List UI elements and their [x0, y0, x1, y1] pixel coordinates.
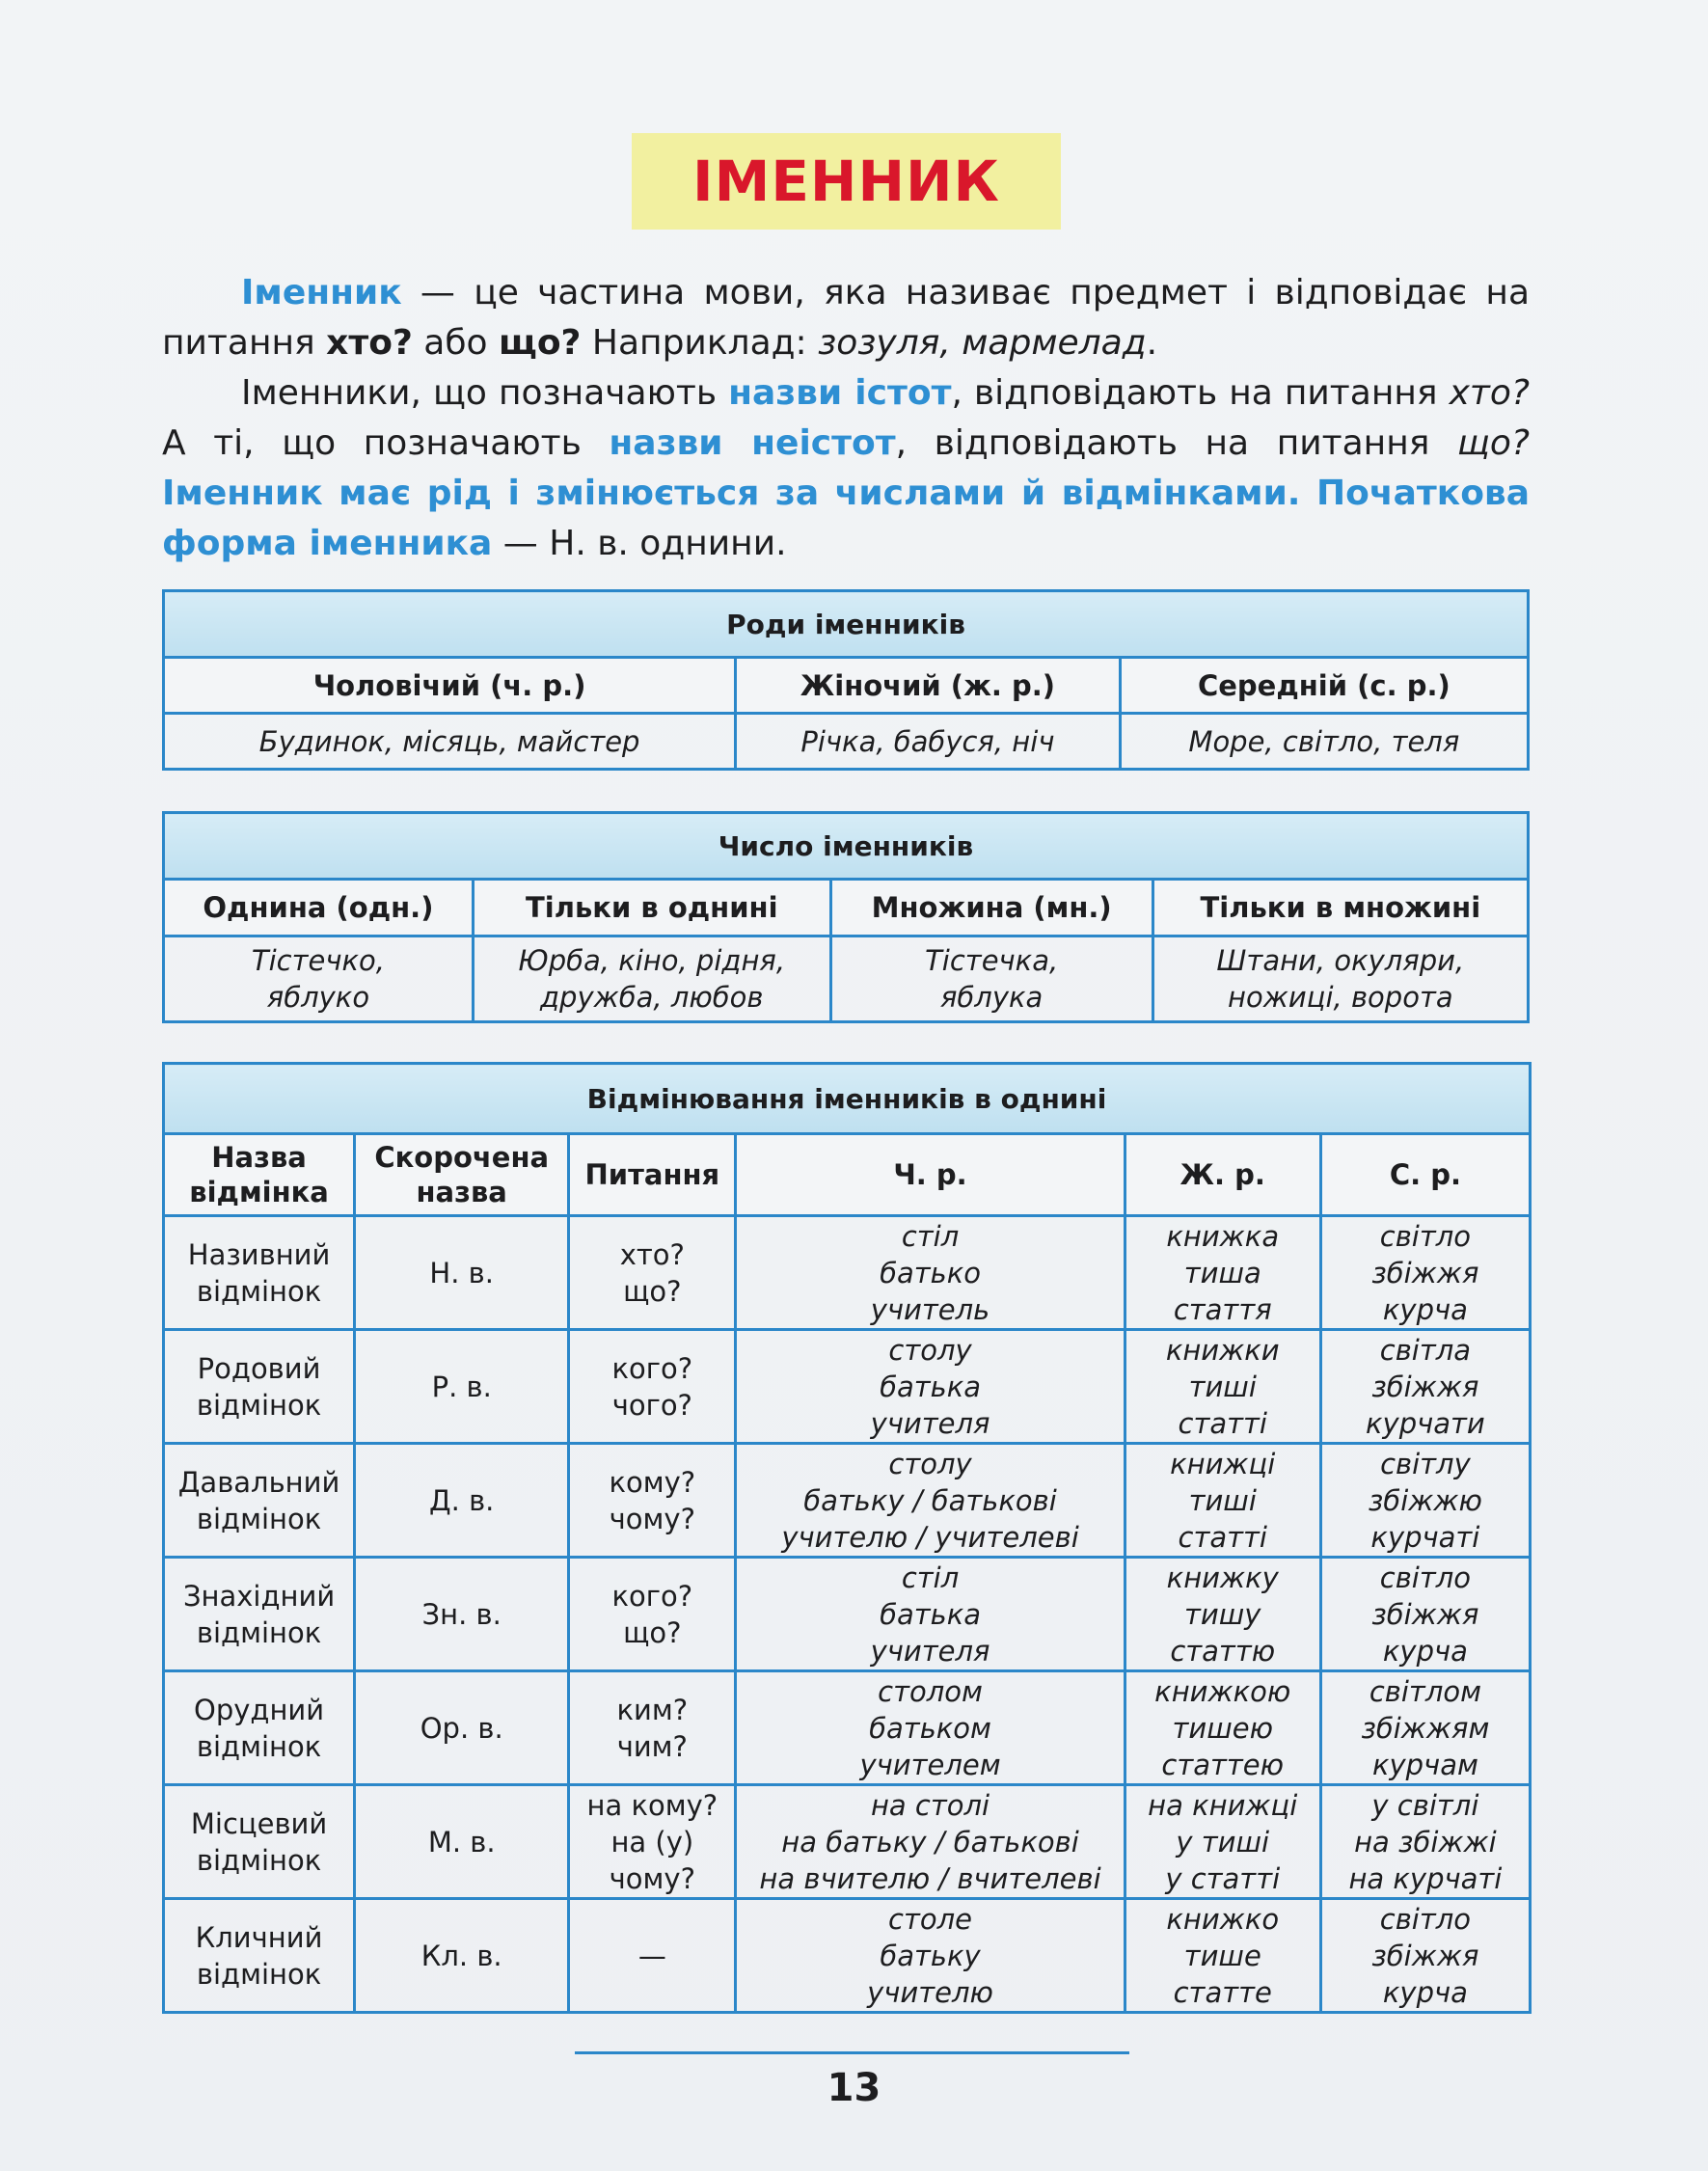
table-cell [736, 1671, 1125, 1785]
highlight-inanimate: назви неістот [609, 423, 896, 463]
cell-line: у статті [1165, 1861, 1281, 1895]
table-cell [736, 1444, 1125, 1558]
cell-line: учителя [870, 1634, 990, 1668]
cell-line: — [637, 1939, 666, 1972]
highlight-rule: Іменник має рід і змінюється за числами й відмінками. Початкова форма іменника [162, 474, 1530, 563]
table-cell [736, 1899, 1125, 2013]
cell-line: статтею [1161, 1748, 1285, 1781]
text: Наприклад: [581, 323, 819, 363]
text: , відповідають на питання [895, 423, 1457, 463]
header-line: Ч. р. [893, 1158, 967, 1191]
table-cell [1125, 1444, 1320, 1558]
cell-line: батьком [869, 1711, 991, 1745]
cell-line: у світлі [1371, 1788, 1479, 1822]
cell-line: стіл [901, 1560, 960, 1594]
cell-line: книжку [1166, 1560, 1279, 1594]
question-what: що? [499, 323, 582, 363]
text: — Н. в. однини. [492, 524, 787, 563]
cell-line: тише [1183, 1939, 1261, 1972]
table-cell: Н. в. [355, 1216, 569, 1330]
cell-line: батьку [880, 1939, 981, 1972]
cell-line: чого? [611, 1388, 692, 1422]
term-noun: Іменник [241, 273, 402, 312]
table-cell [569, 1558, 736, 1671]
table-row [164, 1558, 1531, 1671]
column-header: Однина (одн.) [164, 880, 474, 936]
table-cell [1320, 1216, 1530, 1330]
table-cell [736, 1330, 1125, 1444]
column-header [569, 1134, 736, 1216]
highlight-animate: назви істот [728, 373, 952, 413]
intro-text [162, 268, 1530, 569]
cell-line: відмінок [196, 1274, 322, 1308]
column-header: Жіночий (ж. р.) [736, 658, 1121, 714]
table-cell [1320, 1330, 1530, 1444]
cell-line: батько [880, 1256, 981, 1289]
cell-line: учителем [859, 1748, 1001, 1781]
cell-line: Місцевий [190, 1806, 328, 1840]
table-cell [830, 936, 1152, 1022]
cell-line: відмінок [196, 1729, 322, 1763]
cell-line: збіжжя [1371, 1256, 1479, 1289]
column-header [355, 1134, 569, 1216]
table-cell [569, 1444, 736, 1558]
cell-line: книжка [1166, 1219, 1280, 1253]
cell-line: світло [1379, 1560, 1472, 1594]
question-who: хто? [1449, 373, 1530, 413]
table-cell [569, 1330, 736, 1444]
cell-line: курчати [1366, 1406, 1485, 1440]
text: А ті, що позначають [162, 423, 610, 463]
column-header [1320, 1134, 1530, 1216]
cell-line: у тиші [1176, 1825, 1270, 1859]
table-cell [164, 1558, 355, 1671]
cell-line: на (у) [610, 1825, 694, 1859]
cell-line: тиші [1188, 1483, 1257, 1517]
table-cell [1125, 1558, 1320, 1671]
header-line: назва [416, 1176, 507, 1208]
cell-line: дружба, любов [539, 981, 764, 1014]
cell-line: відмінок [196, 1388, 322, 1422]
table-cell [1125, 1216, 1320, 1330]
cell-line: на батьку / батькові [781, 1825, 1079, 1859]
cell-line: столу [888, 1333, 972, 1367]
intro-paragraph-2 [162, 368, 1530, 569]
cell-line: Родовий [197, 1351, 321, 1385]
footer-rule [575, 2051, 1129, 2054]
cell-line: ким? [616, 1693, 689, 1726]
table-cell: Зн. в. [355, 1558, 569, 1671]
column-header: Середній (с. р.) [1120, 658, 1528, 714]
cell-line: статті [1178, 1520, 1267, 1554]
cell-line: статтю [1170, 1634, 1276, 1668]
genders-table [162, 589, 1530, 771]
cell-line: на збіжжі [1354, 1825, 1497, 1859]
table-caption: Відмінювання іменників в однині [164, 1064, 1531, 1134]
cell-line: відмінок [196, 1615, 322, 1649]
table-cell [736, 1216, 1125, 1330]
table-cell [736, 1558, 1125, 1671]
table-cell [164, 1216, 355, 1330]
table-cell [164, 1671, 355, 1785]
cell-line: відмінок [196, 1843, 322, 1877]
cell-line: що? [623, 1274, 682, 1308]
cell-line: Кличний [195, 1920, 323, 1954]
table-cell [1320, 1671, 1530, 1785]
table-cell [1125, 1785, 1320, 1899]
table-cell: Море, світло, теля [1120, 714, 1528, 770]
cell-line: столом [878, 1674, 983, 1708]
text: . [1146, 323, 1158, 363]
cell-line: тиша [1183, 1256, 1261, 1289]
cell-line: на книжці [1148, 1788, 1298, 1822]
cell-line: світло [1379, 1219, 1472, 1253]
table-cell [1320, 1785, 1530, 1899]
table-row [164, 1671, 1531, 1785]
table-cell [1320, 1444, 1530, 1558]
table-row [164, 1330, 1531, 1444]
table-row [164, 1899, 1531, 2013]
column-header: Тільки в множині [1152, 880, 1528, 936]
table-cell [569, 1785, 736, 1899]
cell-line: столу [888, 1447, 972, 1480]
table-cell [164, 1785, 355, 1899]
cell-line: світла [1379, 1333, 1472, 1367]
cell-line: відмінок [196, 1957, 322, 1991]
column-header: Множина (мн.) [830, 880, 1152, 936]
cell-line: курча [1382, 1292, 1468, 1326]
example: зозуля, мармелад [818, 323, 1147, 363]
cell-line: Юрба, кіно, рідня, [518, 944, 786, 977]
table-cell [569, 1671, 736, 1785]
cell-line: книжки [1165, 1333, 1280, 1367]
table-cell: М. в. [355, 1785, 569, 1899]
table-cell: Будинок, місяць, майстер [164, 714, 736, 770]
cell-line: Знахідний [182, 1579, 336, 1613]
table-cell [736, 1785, 1125, 1899]
cell-line: учителю [867, 1975, 993, 2009]
intro-paragraph-1 [162, 268, 1530, 368]
table-row [164, 1444, 1531, 1558]
header-line: Питання [584, 1158, 720, 1191]
cell-line: кого? [611, 1351, 693, 1385]
table-cell [1320, 1558, 1530, 1671]
cell-line: тиші [1188, 1370, 1257, 1403]
cell-line: столе [888, 1902, 973, 1936]
table-cell: Ор. в. [355, 1671, 569, 1785]
cell-line: книжко [1166, 1902, 1280, 1936]
table-row [164, 1785, 1531, 1899]
text: — це частина мови, яка називає предмет і відповідає на питання [162, 273, 1530, 363]
table-cell [473, 936, 830, 1022]
cell-line: на курчаті [1348, 1861, 1503, 1895]
cell-line: батька [880, 1597, 981, 1631]
cell-line: чим? [616, 1729, 688, 1763]
table-cell [164, 1330, 355, 1444]
column-header: Тільки в однині [473, 880, 830, 936]
cell-line: збіжжя [1371, 1370, 1479, 1403]
cell-line: відмінок [196, 1502, 322, 1535]
header-line: Назва [211, 1141, 307, 1174]
table-cell [164, 936, 474, 1022]
cell-line: кого? [611, 1579, 693, 1613]
cell-line: курча [1382, 1634, 1468, 1668]
text: , відповідають на питання [951, 373, 1450, 413]
cell-line: учителя [870, 1406, 990, 1440]
cell-line: яблуко [266, 981, 370, 1014]
cell-line: книжці [1170, 1447, 1276, 1480]
cell-line: хто? [619, 1237, 685, 1271]
cell-line: кому? [609, 1465, 696, 1499]
header-line: С. р. [1389, 1158, 1461, 1191]
table-cell [1125, 1330, 1320, 1444]
cell-line: збіжжя [1371, 1939, 1479, 1972]
table-cell [164, 1899, 355, 2013]
page-title: ІМЕННИК [692, 149, 1000, 214]
cell-line: Називний [187, 1237, 331, 1271]
cell-line: учителю / учителеві [781, 1520, 1079, 1554]
cell-line: на кому? [586, 1788, 718, 1822]
cell-line: курчаті [1370, 1520, 1480, 1554]
cell-line: яблука [939, 981, 1044, 1014]
cell-line: стіл [901, 1219, 960, 1253]
cell-line: чому? [609, 1502, 695, 1535]
table-cell [1125, 1671, 1320, 1785]
cell-line: світлу [1380, 1447, 1471, 1480]
cell-line: світло [1379, 1902, 1472, 1936]
cell-line: світлом [1369, 1674, 1481, 1708]
cell-line: збіжжю [1368, 1483, 1482, 1517]
table-cell: Д. в. [355, 1444, 569, 1558]
table-cell [569, 1216, 736, 1330]
page-number: 13 [827, 2066, 881, 2110]
numbers-table [162, 811, 1530, 1023]
cell-line: Тістечка, [925, 944, 1059, 977]
cell-line: Орудний [194, 1693, 325, 1726]
cell-line: Давальний [177, 1465, 340, 1499]
table-caption: Роди іменників [164, 591, 1529, 658]
table-cell [569, 1899, 736, 2013]
header-line: Ж. р. [1179, 1158, 1265, 1191]
cell-line: чому? [609, 1861, 695, 1895]
column-header: Чоловічий (ч. р.) [164, 658, 736, 714]
question-what: що? [1456, 423, 1531, 463]
table-cell [1152, 936, 1528, 1022]
title-banner [632, 133, 1061, 230]
cell-line: статті [1178, 1406, 1267, 1440]
cell-line: Штани, окуляри, [1216, 944, 1465, 977]
cell-line: збіжжям [1361, 1711, 1490, 1745]
question-who: хто? [326, 323, 413, 363]
cell-line: збіжжя [1371, 1597, 1479, 1631]
cell-line: батьку / батькові [803, 1483, 1057, 1517]
table-cell: Кл. в. [355, 1899, 569, 2013]
header-line: Скорочена [374, 1141, 550, 1174]
table-row [164, 1216, 1531, 1330]
cell-line: курча [1382, 1975, 1468, 2009]
cell-line: стаття [1173, 1292, 1272, 1326]
cell-line: курчам [1371, 1748, 1478, 1781]
cell-line: Тістечко, [251, 944, 385, 977]
table-cell: Річка, бабуся, ніч [736, 714, 1121, 770]
table-caption: Число іменників [164, 813, 1529, 880]
cell-line: батька [880, 1370, 981, 1403]
column-header [736, 1134, 1125, 1216]
table-cell: Р. в. [355, 1330, 569, 1444]
cell-line: що? [623, 1615, 682, 1649]
cell-line: тишею [1172, 1711, 1273, 1745]
cell-line: статте [1173, 1975, 1272, 2009]
cell-line: на вчителю / вчителеві [759, 1861, 1101, 1895]
cell-line: книжкою [1154, 1674, 1291, 1708]
header-line: відмінка [189, 1176, 329, 1208]
text: Іменники, що позначають [241, 373, 729, 413]
cell-line: на столі [870, 1788, 990, 1822]
text: або [412, 323, 500, 363]
column-header [164, 1134, 355, 1216]
table-cell [164, 1444, 355, 1558]
table-cell [1125, 1899, 1320, 2013]
cell-line: учитель [870, 1292, 990, 1326]
cell-line: ножиці, ворота [1228, 981, 1453, 1014]
cell-line: тишу [1184, 1597, 1261, 1631]
column-header [1125, 1134, 1320, 1216]
table-cell [1320, 1899, 1530, 2013]
declension-table [162, 1062, 1532, 2014]
